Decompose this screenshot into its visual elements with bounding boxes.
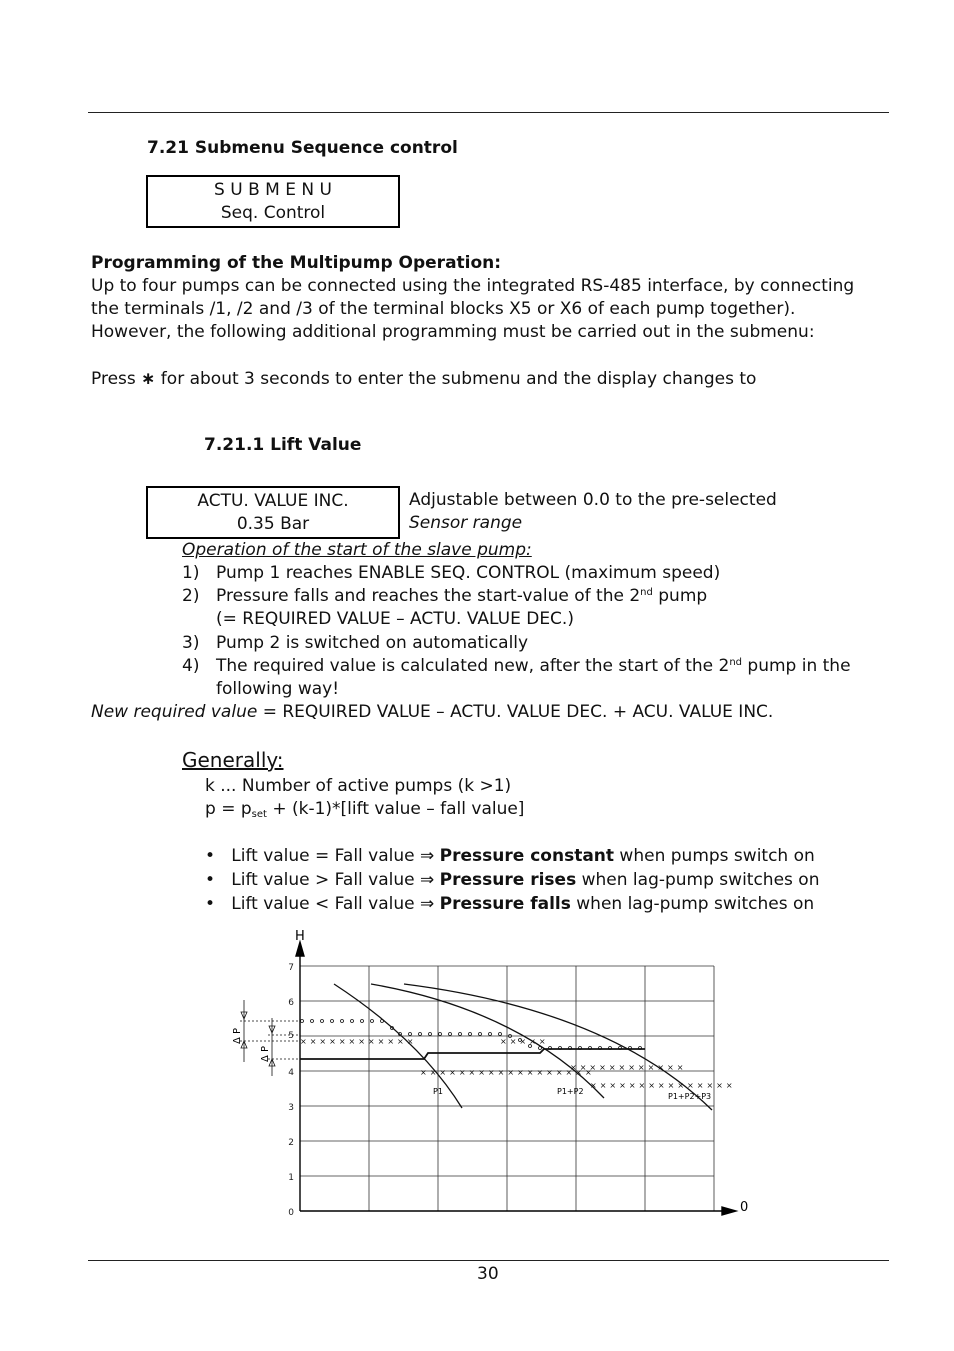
programming-line-1: Up to four pumps can be connected using the integrated RS-485 interface, by connecting (91, 276, 855, 296)
step-4-main: The required value is calculated new, after the start of the 2 (216, 656, 730, 676)
submenu-display-line2: Seq. Control (220, 203, 326, 223)
y-tick-5: 5 (288, 1031, 294, 1041)
step-4-tail: pump in the (742, 656, 851, 676)
delta-p-label-1: Δ P (232, 1027, 243, 1044)
svg-text:××××××××××××: ×××××××××××× (570, 1063, 687, 1072)
step-2-number: 2) (182, 586, 200, 606)
bullet-3-pre: Lift value < Fall value ⇒ (231, 894, 440, 914)
svg-text:××××××××××××: ×××××××××××× (300, 1037, 417, 1046)
submenu-display-line1: S U B M E N U (214, 180, 332, 200)
svg-text:×××××××××××××××: ××××××××××××××× (590, 1081, 736, 1090)
bullet-2-pre: Lift value > Fall value ⇒ (231, 870, 440, 890)
generally-heading: Generally: (182, 748, 284, 772)
step-2-main: Pressure falls and reaches the start-value of the 2 (216, 586, 641, 606)
svg-text:××××××××××××××××××: ×××××××××××××××××× (420, 1068, 595, 1077)
step-4-number: 4) (182, 656, 200, 676)
bullet-3-post: when lag-pump switches on (570, 894, 815, 914)
y-tick-3: 3 (288, 1103, 294, 1113)
k-definition: k ... Number of active pumps (k >1) (205, 776, 512, 796)
step-4-line2: following way! (216, 679, 340, 699)
bullet-1: • Lift value = Fall value ⇒ Pressure constant when pumps switch on (205, 846, 815, 866)
programming-line-3: However, the following additional programming must be carried out in the submenu: (91, 322, 815, 342)
step-2-line2: (= REQUIRED VALUE – ACTU. VALUE DEC.) (216, 609, 574, 629)
footer-rule (88, 1260, 889, 1261)
y-axis-label: H (295, 929, 305, 944)
lift-display-line1: ACTU. VALUE INC. (197, 491, 349, 511)
operation-heading: Operation of the start of the slave pump: (182, 540, 532, 560)
lift-display-line2: 0.35 Bar (236, 514, 310, 534)
bullet-3-bold: Pressure falls (439, 894, 571, 914)
y-tick-4: 4 (288, 1068, 294, 1078)
lift-description-line1: Adjustable between 0.0 to the pre-selected (409, 490, 777, 510)
programming-heading: Programming of the Multipump Operation: (91, 253, 502, 273)
y-tick-7: 7 (288, 963, 294, 973)
curve-label-p1: P1 (433, 1087, 443, 1096)
x-axis-label: 0 (740, 1200, 749, 1215)
bullet-2-post: when lag-pump switches on (576, 870, 820, 890)
step-3-text: Pump 2 is switched on automatically (216, 633, 529, 653)
press-after: for about 3 seconds to enter the submenu and the display changes to (155, 369, 757, 389)
bullet-1-pre: Lift value = Fall value ⇒ (231, 846, 440, 866)
chart-axes (296, 942, 736, 1215)
new-required-formula: = REQUIRED VALUE – ACTU. VALUE DEC. + ACU. VALUE INC. (257, 702, 774, 722)
solid-level-lines (300, 1049, 645, 1059)
asterisk-icon: ∗ (141, 369, 156, 389)
bullet-3: • Lift value < Fall value ⇒ Pressure falls when lag-pump switches on (205, 894, 815, 914)
y-tick-2: 2 (288, 1138, 294, 1148)
step-2-sup: nd (640, 587, 653, 598)
subsection-heading: 7.21.1 Lift Value (204, 435, 362, 455)
bullet-1-post: when pumps switch on (614, 846, 815, 866)
bullet-1-bold: Pressure constant (439, 846, 615, 866)
bullet-2-bold: Pressure rises (439, 870, 577, 890)
p-prefix: p = p (205, 799, 252, 819)
y-tick-1: 1 (288, 1173, 294, 1183)
y-tick-labels (288, 963, 294, 1218)
step-3-number: 3) (182, 633, 200, 653)
programming-line-2: the terminals /1, /2 and /3 of the terminal blocks X5 or X6 of each pump together). (91, 299, 796, 319)
step-1-number: 1) (182, 563, 200, 583)
delta-p-label-2: Δ P (260, 1045, 271, 1062)
new-required-label: New required value (91, 702, 258, 722)
step-1-text: Pump 1 reaches ENABLE SEQ. CONTROL (maximum speed) (216, 563, 721, 583)
section-heading: 7.21 Submenu Sequence control (147, 138, 458, 158)
pump-curves (334, 984, 712, 1110)
y-tick-6: 6 (288, 998, 294, 1008)
step-4-sup: nd (729, 657, 743, 668)
p-suffix: + (k-1)*[lift value – fall value] (266, 799, 525, 819)
curve-label-p1-p2: P1+P2 (557, 1087, 584, 1096)
page-number: 30 (477, 1264, 499, 1284)
curve-label-p1-p2-p3: P1+P2+P3 (668, 1092, 712, 1101)
step-2-tail: pump (652, 586, 708, 606)
cross-level-lines (300, 1037, 736, 1090)
press-before: Press (91, 369, 142, 389)
lift-description-line2: Sensor range (409, 513, 523, 533)
svg-text:×××××: ××××× (500, 1037, 549, 1046)
bullet-2: • Lift value > Fall value ⇒ Pressure rises when lag-pump switches on (205, 870, 820, 890)
y-tick-0: 0 (288, 1208, 294, 1218)
p-sub: set (251, 809, 267, 820)
